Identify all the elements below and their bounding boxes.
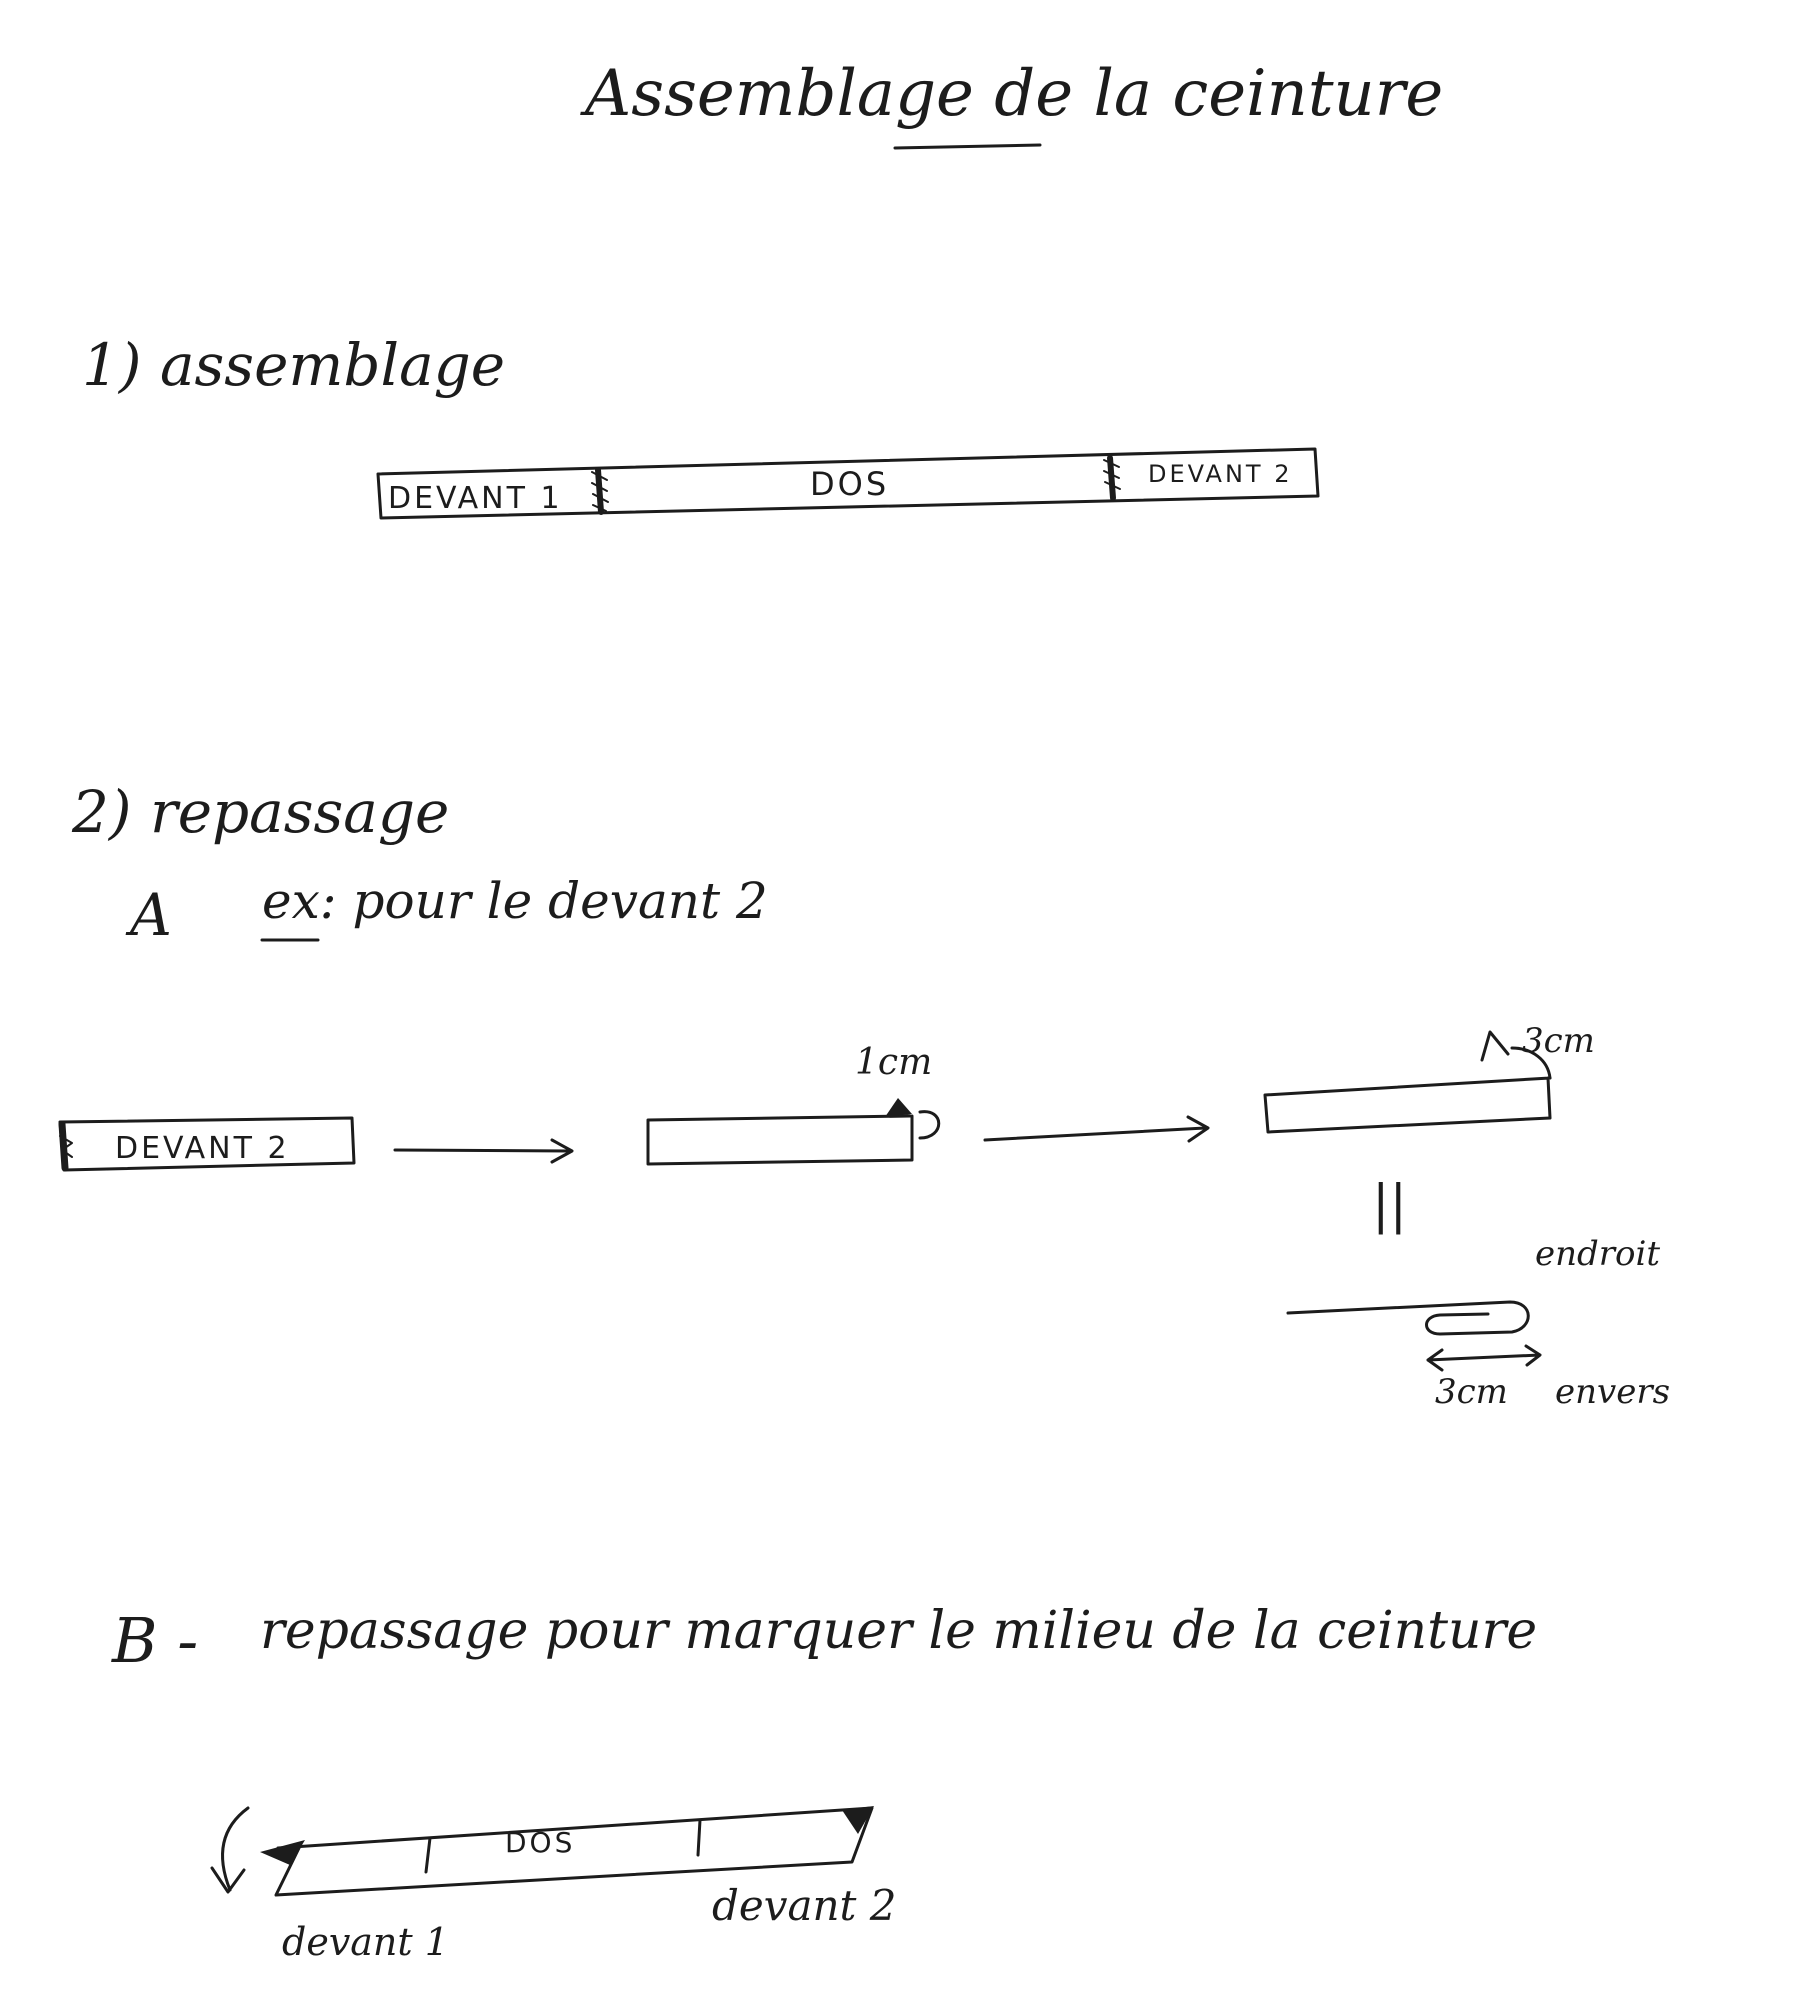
side-label-envers: envers <box>1555 1372 1671 1412</box>
folded-band-label-dos: DOS <box>505 1826 576 1859</box>
fold-cross-section <box>1288 1234 1670 1412</box>
folded-band-right-end <box>842 1806 874 1834</box>
part-b-label: B - <box>112 1604 199 1677</box>
section2-heading: 2) repassage <box>72 778 450 846</box>
part-a-text: ex: pour le devant 2 <box>262 872 768 930</box>
side-label-endroit: endroit <box>1535 1234 1661 1274</box>
step-arrow-1 <box>395 1140 572 1162</box>
fold-direction-arrow <box>212 1808 248 1892</box>
fold-profile <box>1288 1302 1528 1334</box>
fold-width-label: 3cm <box>1435 1372 1508 1412</box>
under-label-devant1: devant 1 <box>282 1920 449 1964</box>
fold-3cm-label: 3cm <box>1522 1021 1595 1061</box>
title-underline <box>895 145 1040 148</box>
page-title: Assemblage de la ceinture <box>585 57 1444 131</box>
under-label-devant2: devant 2 <box>712 1881 897 1930</box>
equals-sign: || <box>1372 1175 1408 1235</box>
band-label-dos: DOS <box>810 465 890 503</box>
fold-1cm-tip <box>885 1098 912 1117</box>
mark-left <box>426 1838 430 1872</box>
fold-width-arrow <box>1428 1346 1540 1370</box>
band-label-devant1: DEVANT 1 <box>388 481 563 516</box>
fold-step-3cm <box>1265 1021 1595 1132</box>
mark-right <box>698 1820 700 1855</box>
seam-right-stitches <box>1104 460 1120 489</box>
fold-1cm-label: 1cm <box>855 1042 933 1083</box>
folded-waistband <box>212 1806 897 1964</box>
step-arrow-2 <box>985 1117 1208 1141</box>
waistband-assembly <box>378 449 1318 518</box>
fold-1cm-curl <box>920 1112 939 1138</box>
fold-1cm-piece <box>648 1116 912 1164</box>
part-b-text: repassage pour marquer le milieu de la ceinture <box>260 1601 1538 1661</box>
devant2-piece <box>60 1118 354 1170</box>
part-a-label: A <box>130 881 172 949</box>
section1-heading: 1) assemblage <box>82 331 506 399</box>
devant2-piece-seam <box>62 1124 65 1168</box>
fold-3cm-piece <box>1265 1078 1550 1132</box>
fold-3cm-arrowhead <box>1482 1032 1508 1060</box>
devant2-piece-label: DEVANT 2 <box>115 1131 290 1166</box>
band-label-devant2: DEVANT 2 <box>1148 460 1293 488</box>
fold-step-1cm <box>648 1042 939 1164</box>
